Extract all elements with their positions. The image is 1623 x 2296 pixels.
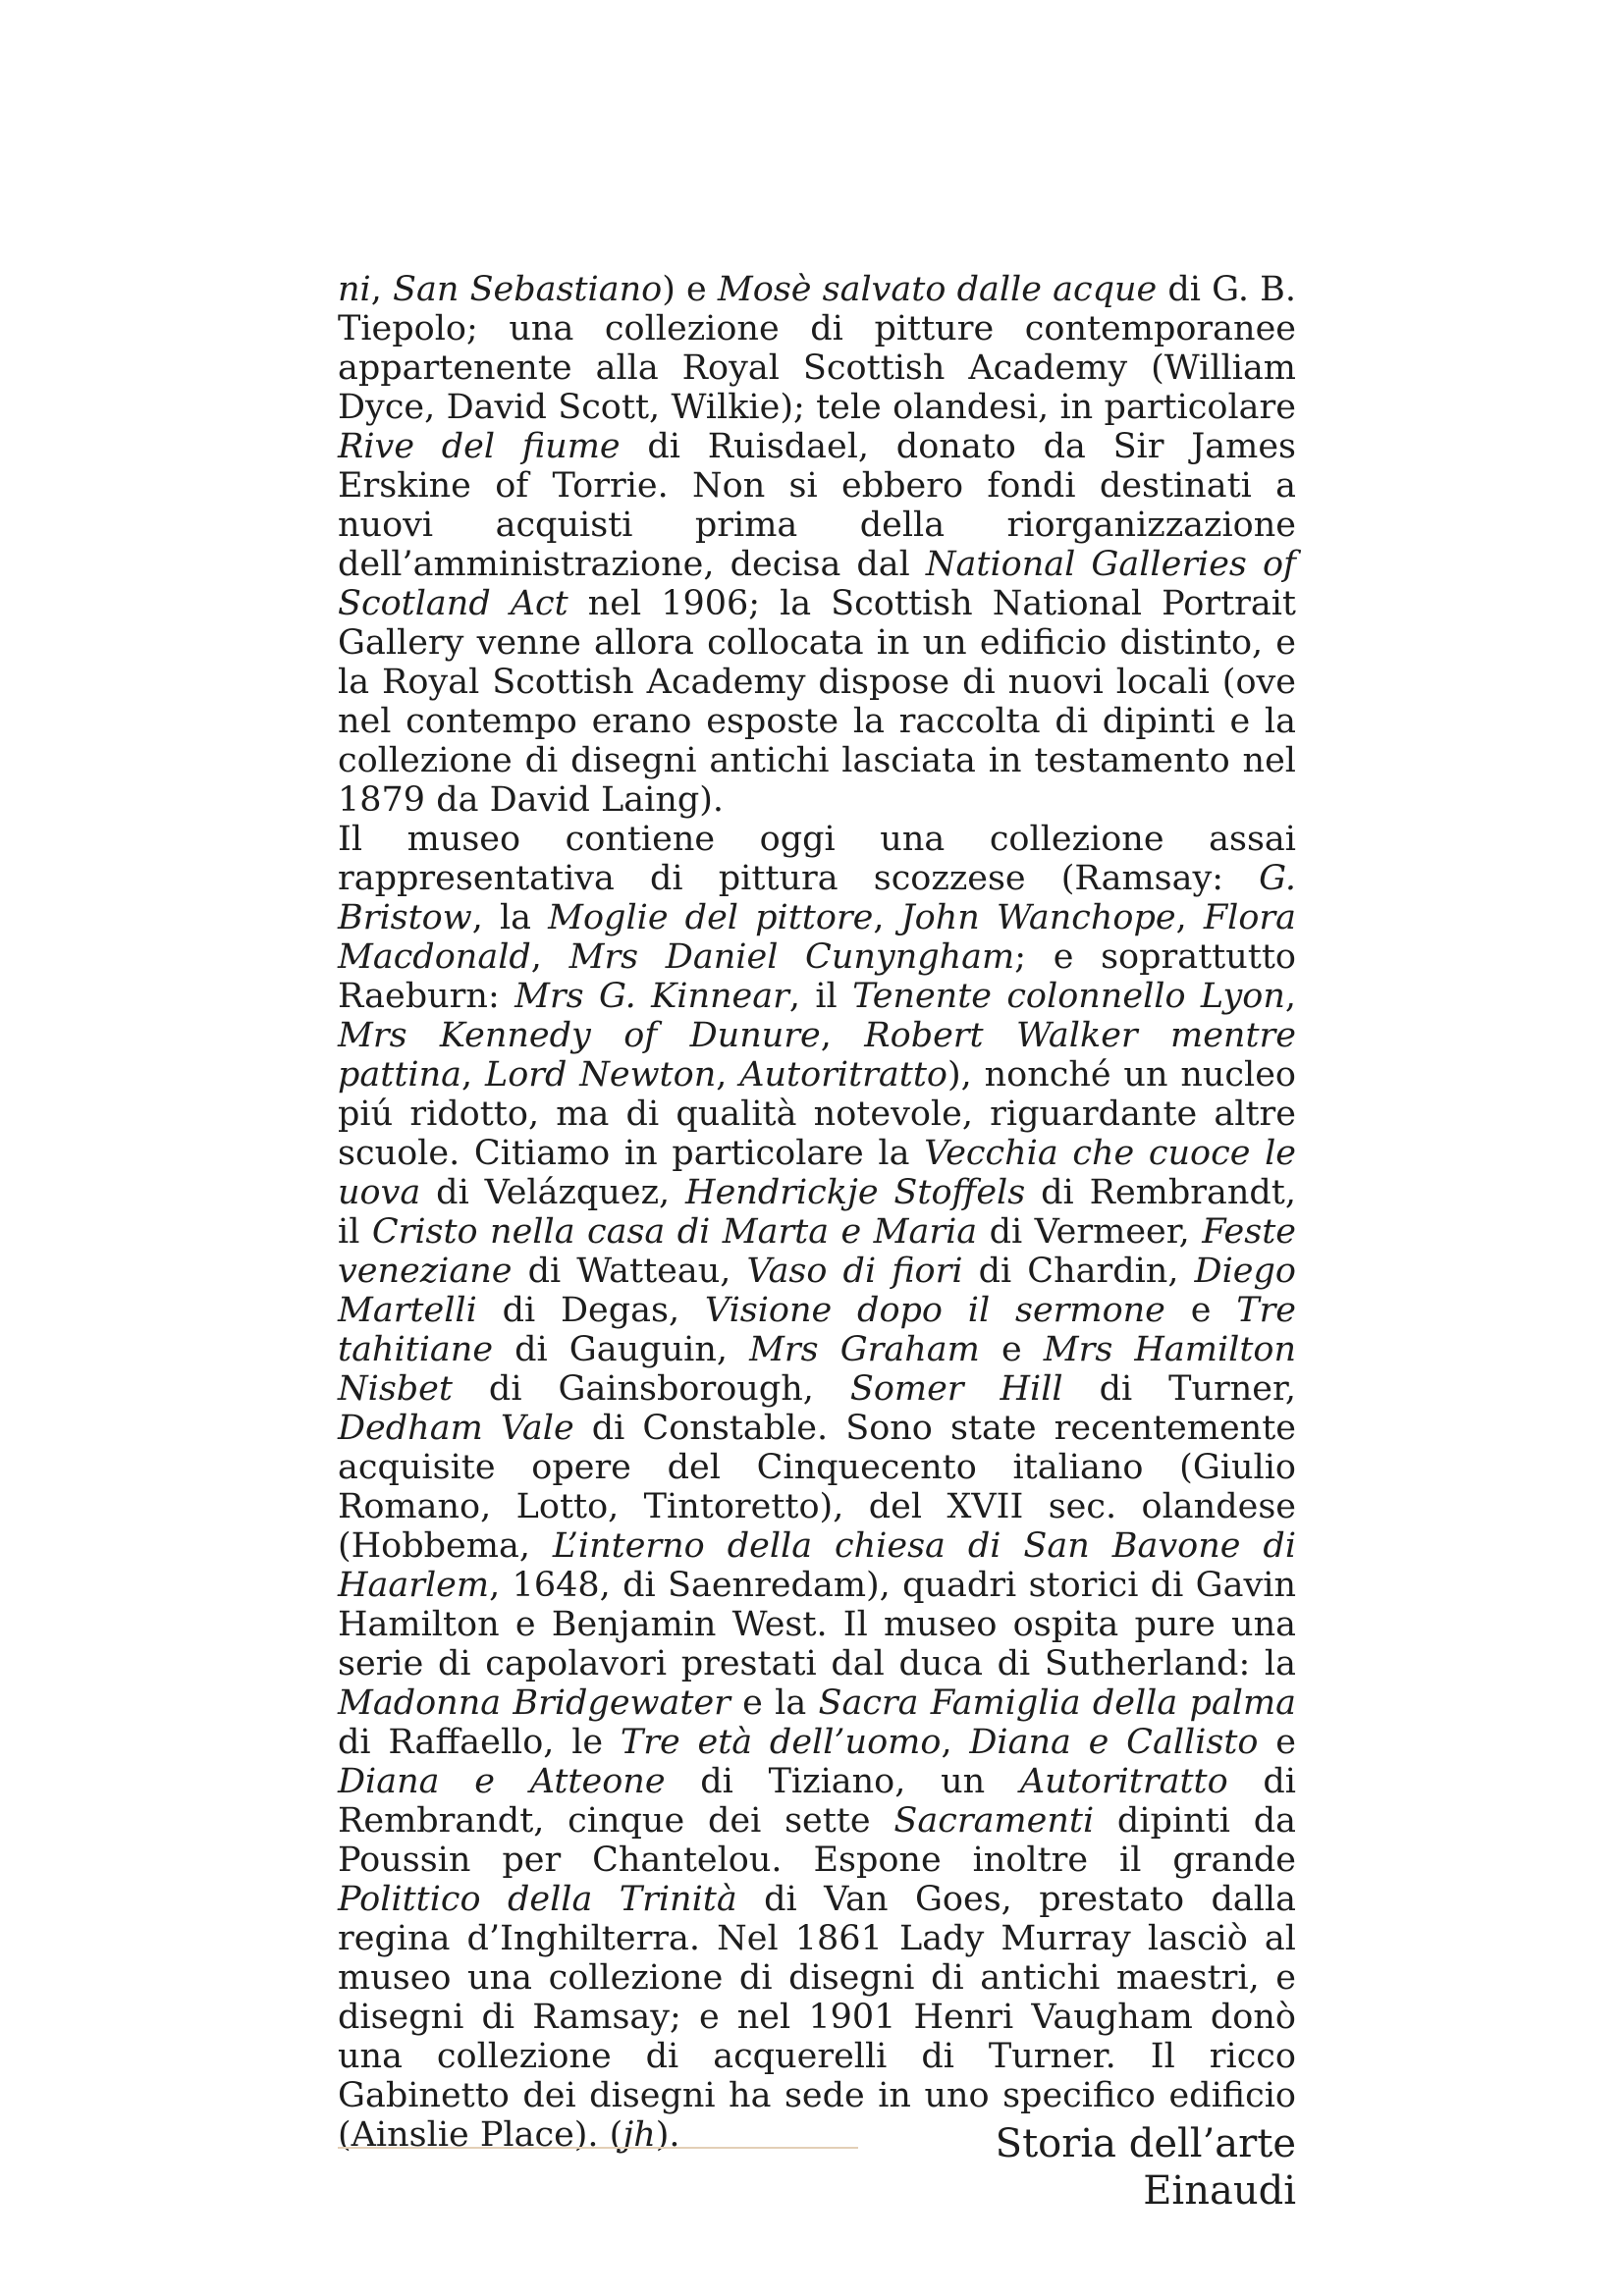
text-run: di Degas, <box>476 1291 705 1330</box>
italic-title: G. Bristow <box>338 859 1296 937</box>
italic-title: Mrs Graham <box>749 1330 980 1369</box>
italic-title: Diana e Atteone <box>338 1762 666 1801</box>
italic-title: National Galleries of Scotland Act <box>338 545 1296 623</box>
italic-title: Sacramenti <box>893 1801 1095 1841</box>
text-run: di Raffaello, le <box>338 1723 621 1762</box>
text-run: e <box>979 1330 1044 1369</box>
italic-title: Polittico della Trinità <box>338 1880 737 1919</box>
text-run: di Watteau, <box>512 1252 747 1291</box>
text-run: di Chardin, <box>962 1252 1195 1291</box>
text-run: , <box>370 270 394 309</box>
text-run: di Rembrandt, cinque dei sette <box>338 1762 1296 1841</box>
italic-title: Vaso di fiori <box>746 1252 963 1291</box>
text-run: e <box>1258 1723 1296 1762</box>
italic-title: L’interno della chiesa di San Bavone di Haarlem <box>338 1526 1297 1605</box>
text-run: di Rembrandt, il <box>338 1173 1296 1252</box>
italic-title: Dedham Vale <box>338 1409 574 1448</box>
text-run: , <box>461 1055 485 1095</box>
italic-title: Mrs Hamilton Nisbet <box>338 1330 1297 1409</box>
text-run: ) e <box>662 270 718 309</box>
italic-title: Diana e Callisto <box>969 1723 1259 1762</box>
italic-title: jh <box>622 2115 656 2155</box>
italic-title: Autoritratto <box>1019 1762 1228 1801</box>
text-run: nel 1906; la Scottish National Portrait Gallery venne allora collocata in un edificio distinto, e la Royal Scottish Academy dispose di nuovi locali (ove nel contempo erano esposte la raccolta di dipinti e la collezione di disegni antichi lasciata in testamento nel 1879 da David Laing). <box>338 584 1296 820</box>
italic-title: Hendrickje Stoffels <box>685 1173 1026 1212</box>
italic-title: Lord Newton <box>484 1055 717 1095</box>
text-run: di Constable. Sono state recentemente acquisite opere del Cinquecento italiano (Giulio Romano, Lotto, Tintoretto), del XVII sec. olandese (Hobbema, <box>338 1409 1296 1566</box>
italic-title: Somer Hill <box>849 1369 1063 1409</box>
footer-rule <box>338 2147 858 2149</box>
italic-title: Cristo nella casa di Marta e Maria <box>371 1212 978 1252</box>
italic-title: Vecchia che cuoce le uova <box>338 1134 1296 1212</box>
text-run: ), nonché un nucleo piú ridotto, ma di qualità notevole, riguardante altre scuole. Citiamo in particolare la <box>338 1055 1296 1173</box>
text-run: , <box>530 937 569 977</box>
italic-title: Autoritratto <box>739 1055 947 1095</box>
text-run: dipinti da Poussin per Chantelou. Espone inoltre il grande <box>338 1801 1296 1880</box>
text-run: , <box>716 1055 740 1095</box>
text-run: , <box>1175 898 1204 937</box>
text-run: e <box>1164 1291 1237 1330</box>
italic-title: Tre tahitiane <box>338 1291 1297 1369</box>
paragraph <box>338 270 1296 820</box>
text-run: di Tiziano, un <box>665 1762 1020 1801</box>
text-run: di Gauguin, <box>493 1330 750 1369</box>
footer-title: Storia dell’arte Einaudi <box>995 2121 1296 2214</box>
italic-title: Mrs G. Kinnear <box>514 977 789 1016</box>
italic-title: Tre età dell’uomo <box>620 1723 942 1762</box>
text-run: , <box>1284 977 1297 1016</box>
text-run: di G. B. Tiepolo; una collezione di pitture contemporanee appartenente alla Royal Scottish Academy (William Dyce, David Scott, Wilkie); tele olandesi, in particolare <box>338 270 1296 427</box>
text-run: di Vermeer, <box>977 1212 1203 1252</box>
text-run: , la <box>471 898 549 937</box>
italic-title: Diego Martelli <box>338 1252 1296 1330</box>
italic-title: Visione dopo il sermone <box>704 1291 1165 1330</box>
text-run: Il museo contiene oggi una collezione assai rappresentativa di pittura scozzese (Ramsay: <box>338 820 1296 898</box>
text-run: e la <box>730 1683 819 1723</box>
text-run: , 1648, di Saenredam), quadri storici di Gavin Hamilton e Benjamin West. Il museo ospita pure una serie di capolavori prestati dal duca di Sutherland: la <box>338 1566 1296 1683</box>
italic-title: Madonna Bridgewater <box>338 1683 730 1723</box>
text-run: di Velázquez, <box>420 1173 686 1212</box>
text-run: ; e soprattutto Raeburn: <box>338 937 1296 1016</box>
italic-title: Mrs Daniel Cunyngham <box>568 937 1015 977</box>
text-run: , <box>873 898 901 937</box>
text-run: di Gainsborough, <box>452 1369 850 1409</box>
italic-title: Mosè salvato dalle acque <box>717 270 1158 309</box>
italic-title: Sacra Famiglia della palma <box>818 1683 1297 1723</box>
text-run: , <box>820 1016 865 1055</box>
italic-title: ni <box>338 270 371 309</box>
text-run: ). <box>655 2115 680 2155</box>
text-run: , <box>941 1723 970 1762</box>
italic-title: Mrs Kennedy of Dunure <box>338 1016 821 1055</box>
text-run: di Turner, <box>1062 1369 1297 1409</box>
italic-title: Robert Walker mentre pattina <box>338 1016 1296 1095</box>
text-run: , il <box>788 977 853 1016</box>
text-run: di Van Goes, prestato dalla regina d’Inghilterra. Nel 1861 Lady Murray lasciò al museo una collezione di disegni di antichi maestri, e disegni di Ramsay; e nel 1901 Henri Vaugham donò una collezione di acquerelli di Turner. Il ricco Gabinetto dei disegni ha sede in uno specifico edificio (Ainslie Place). ( <box>338 1880 1296 2155</box>
italic-title: Rive del fiume <box>338 427 621 466</box>
italic-title: Flora Macdonald <box>338 898 1296 977</box>
italic-title: Moglie del pittore <box>548 898 874 937</box>
body-text <box>338 270 1296 2155</box>
paragraph <box>338 820 1296 2155</box>
italic-title: John Wanchope <box>900 898 1176 937</box>
text-run: di Ruisdael, donato da Sir James Erskine of Torrie. Non si ebbero fondi destinati a nuovi acquisti prima della riorganizzazione dell’amministrazione, decisa dal <box>338 427 1296 584</box>
italic-title: Feste veneziane <box>338 1212 1297 1291</box>
italic-title: Tenente colonnello Lyon <box>852 977 1285 1016</box>
italic-title: San Sebastiano <box>393 270 663 309</box>
